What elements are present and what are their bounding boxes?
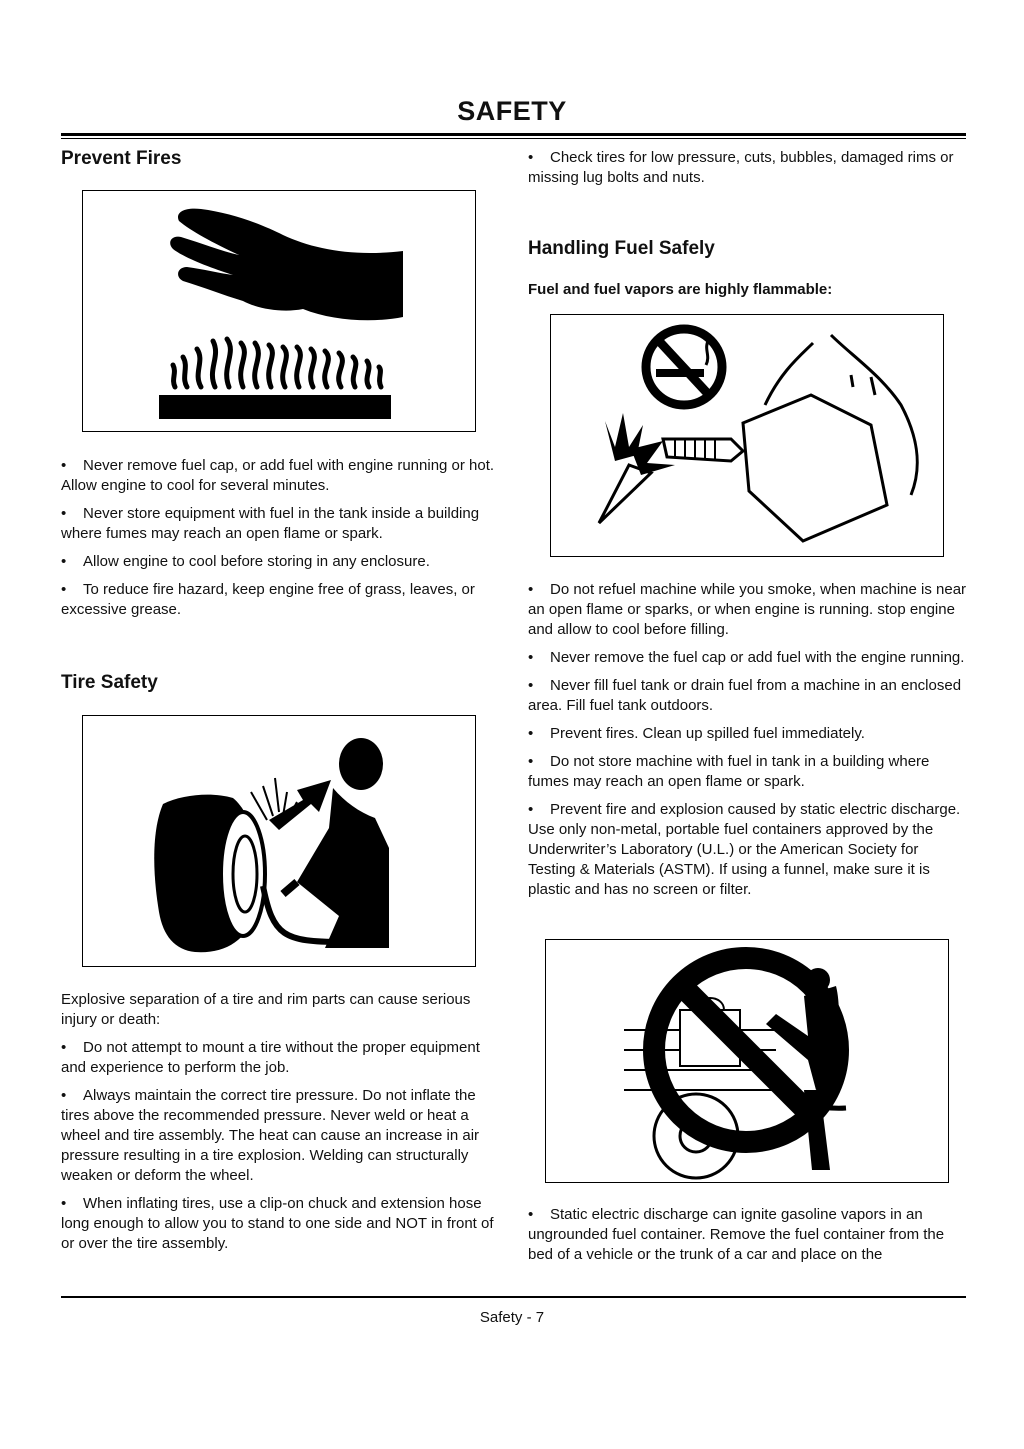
prevent-fires-heading: Prevent Fires: [61, 148, 182, 169]
list-item: • Prevent fire and explosion caused by static electric discharge. Use only non-metal, portable fuel containers approved by the Underwriter’s Laboratory (U.L.) or the American Society for Testing & Materials (ASTM). If using a funnel, make sure it is plastic and has no screen or filter.: [528, 801, 961, 898]
tire-safety-heading: Tire Safety: [61, 672, 158, 693]
page-title: SAFETY: [457, 96, 567, 126]
list-item: • Do not refuel machine while you smoke, when machine is near an open flame or sparks, or when engine is running. stop engine and allow to cool before filling.: [528, 581, 967, 638]
tire-check-list: [528, 148, 968, 196]
header-rule-thin: [61, 138, 966, 139]
list-item: • Do not attempt to mount a tire without the proper equipment and experience to perform the job.: [61, 1039, 480, 1076]
list-item: • Do not store machine with fuel in tank in a building where fumes may reach an open flame or spark.: [528, 753, 930, 790]
list-item: • Prevent fires. Clean up spilled fuel immediately.: [528, 725, 865, 742]
handling-fuel-subheading: Fuel and fuel vapors are highly flammable:: [528, 281, 833, 298]
no-fueling-in-vehicle-icon: [545, 939, 949, 1183]
list-item: • Never store equipment with fuel in the tank inside a building where fumes may reach an open flame or spark.: [61, 505, 480, 542]
handling-fuel-list: [528, 580, 968, 908]
list-item: • Never fill fuel tank or drain fuel from a machine in an enclosed area. Fill fuel tank outdoors.: [528, 677, 962, 714]
list-item: • Never remove fuel cap, or add fuel with engine running or hot. Allow engine to cool for several minutes.: [61, 457, 495, 494]
hand-over-fire-icon: [82, 190, 476, 432]
no-smoking-fueling-icon: [550, 314, 944, 557]
footer-rule: [61, 1296, 966, 1298]
prevent-fires-list: [61, 456, 501, 628]
handling-fuel-heading: Handling Fuel Safely: [528, 238, 715, 259]
page-number: Safety - 7: [479, 1309, 545, 1326]
list-item: • Static electric discharge can ignite gasoline vapors in an ungrounded fuel container. Remove the fuel container from the bed of a vehicle or the trunk of a car and place on the: [528, 1206, 945, 1263]
static-discharge-list: [528, 1205, 968, 1273]
header-rule: [61, 133, 966, 136]
tire-explosion-icon: [82, 715, 476, 967]
list-item: • Always maintain the correct tire pressure. Do not inflate the tires above the recommended pressure. Never weld or heat a wheel and tire assembly. The heat can cause an increase in air pressure resulting in a tire explosion. Welding can structurally weaken or deform the wheel.: [61, 1087, 480, 1184]
list-item: • To reduce fire hazard, keep engine free of grass, leaves, or excessive grease.: [61, 581, 475, 618]
list-item: • Allow engine to cool before storing in any enclosure.: [61, 553, 430, 570]
list-item: • Check tires for low pressure, cuts, bubbles, damaged rims or missing lug bolts and nuts.: [528, 149, 954, 186]
tire-intro: Explosive separation of a tire and rim parts can cause serious injury or death:: [61, 991, 471, 1028]
list-item: • When inflating tires, use a clip-on chuck and extension hose long enough to allow you to stand to one side and NOT in front of or over the tire assembly.: [61, 1195, 494, 1252]
list-item: • Never remove the fuel cap or add fuel with the engine running.: [528, 649, 965, 666]
tire-safety-text: [61, 990, 501, 1262]
